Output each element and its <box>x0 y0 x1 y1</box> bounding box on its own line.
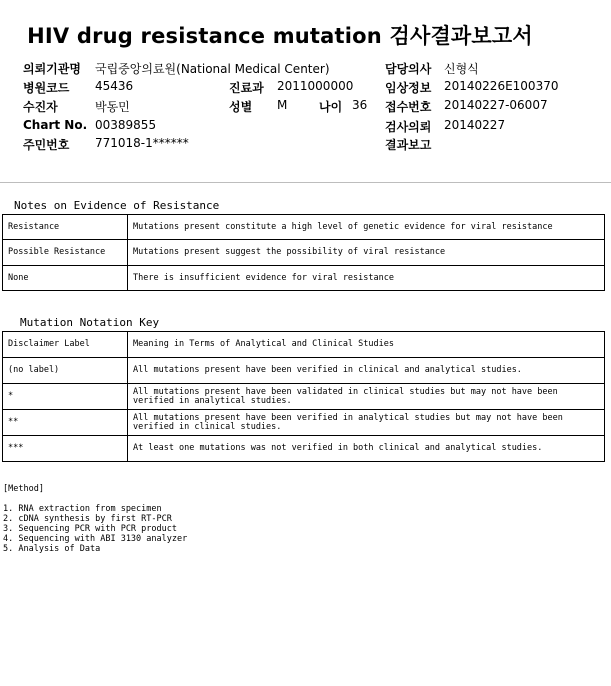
evidence-text-cell: Mutations present suggest the possibility of viral resistance <box>128 240 605 266</box>
table-row <box>3 215 605 240</box>
patient-name-label: 수진자 <box>23 100 58 114</box>
notation-label-cell: (no label) <box>3 358 128 384</box>
result-report-label: 결과보고 <box>385 138 432 152</box>
age-value: 36 <box>352 98 368 112</box>
patient-name-value: 박동민 <box>95 100 130 114</box>
requesting-institution-label: 의뢰기관명 <box>23 62 81 76</box>
evidence-label-cell: Resistance <box>3 215 128 240</box>
evidence-text-cell: There is insufficient evidence for viral resistance <box>128 266 605 291</box>
notation-label-cell: *** <box>3 436 128 462</box>
notation-text-cell: At least one mutations was not verified in both clinical and analytical studies. <box>128 436 605 462</box>
table-row <box>3 266 605 291</box>
method-step: 1. RNA extraction from specimen <box>3 504 162 514</box>
notation-text-cell: All mutations present have been verified in clinical and analytical studies. <box>128 358 605 384</box>
report-title: HIV drug resistance mutation 검사결과보고서 <box>27 24 533 48</box>
hospital-code-value: 45436 <box>95 79 134 93</box>
notation-section-title: Mutation Notation Key <box>20 316 160 329</box>
method-step: 3. Sequencing PCR with PCR product <box>3 524 177 534</box>
method-title: [Method] <box>3 484 44 494</box>
test-request-label: 검사의뢰 <box>385 120 432 134</box>
notation-table <box>2 331 605 462</box>
receipt-number-label: 접수번호 <box>385 100 432 114</box>
resident-number-label: 주민번호 <box>23 138 70 152</box>
attending-doctor-value: 신형식 <box>444 62 479 76</box>
department-label: 진료과 <box>229 81 264 95</box>
clinical-info-value: 20140226E100370 <box>444 79 559 93</box>
header-divider <box>0 182 611 183</box>
receipt-number-value: 20140227-06007 <box>444 98 548 112</box>
evidence-table <box>2 214 605 291</box>
table-row <box>3 436 605 462</box>
chart-no-label: Chart No. <box>23 118 88 132</box>
clinical-info-label: 임상정보 <box>385 81 432 95</box>
requesting-institution-value: 국립중앙의료원(National Medical Center) <box>95 62 330 76</box>
method-step: 4. Sequencing with ABI 3130 analyzer <box>3 534 188 544</box>
method-step: 5. Analysis of Data <box>3 544 101 554</box>
notation-label-cell: ** <box>3 410 128 436</box>
evidence-label-cell: None <box>3 266 128 291</box>
table-header-row <box>3 332 605 358</box>
attending-doctor-label: 담당의사 <box>385 62 432 76</box>
sex-value: M <box>277 98 288 112</box>
chart-no-value: 00389855 <box>95 118 157 132</box>
table-row <box>3 240 605 266</box>
hospital-code-label: 병원코드 <box>23 81 70 95</box>
method-step: 2. cDNA synthesis by first RT-PCR <box>3 514 172 524</box>
notation-label-cell: * <box>3 384 128 410</box>
table-row <box>3 358 605 384</box>
notation-text-cell: All mutations present have been validated in clinical studies but may not have been verified in analytical studies. <box>128 384 605 410</box>
resident-number-value: 771018-1****** <box>95 136 189 150</box>
table-row <box>3 384 605 410</box>
notation-text-cell: All mutations present have been verified in analytical studies but may not have been verified in clinical studies. <box>128 410 605 436</box>
test-request-value: 20140227 <box>444 118 506 132</box>
column-header-meaning: Meaning in Terms of Analytical and Clinical Studies <box>128 332 605 358</box>
evidence-text-cell: Mutations present constitute a high level of genetic evidence for viral resistance <box>128 215 605 240</box>
sex-label: 성별 <box>229 100 253 114</box>
table-row <box>3 410 605 436</box>
department-value: 2011000000 <box>277 79 354 93</box>
age-label: 나이 <box>319 100 343 114</box>
evidence-label-cell: Possible Resistance <box>3 240 128 266</box>
evidence-section-title: Notes on Evidence of Resistance <box>14 199 220 212</box>
column-header-label: Disclaimer Label <box>3 332 128 358</box>
